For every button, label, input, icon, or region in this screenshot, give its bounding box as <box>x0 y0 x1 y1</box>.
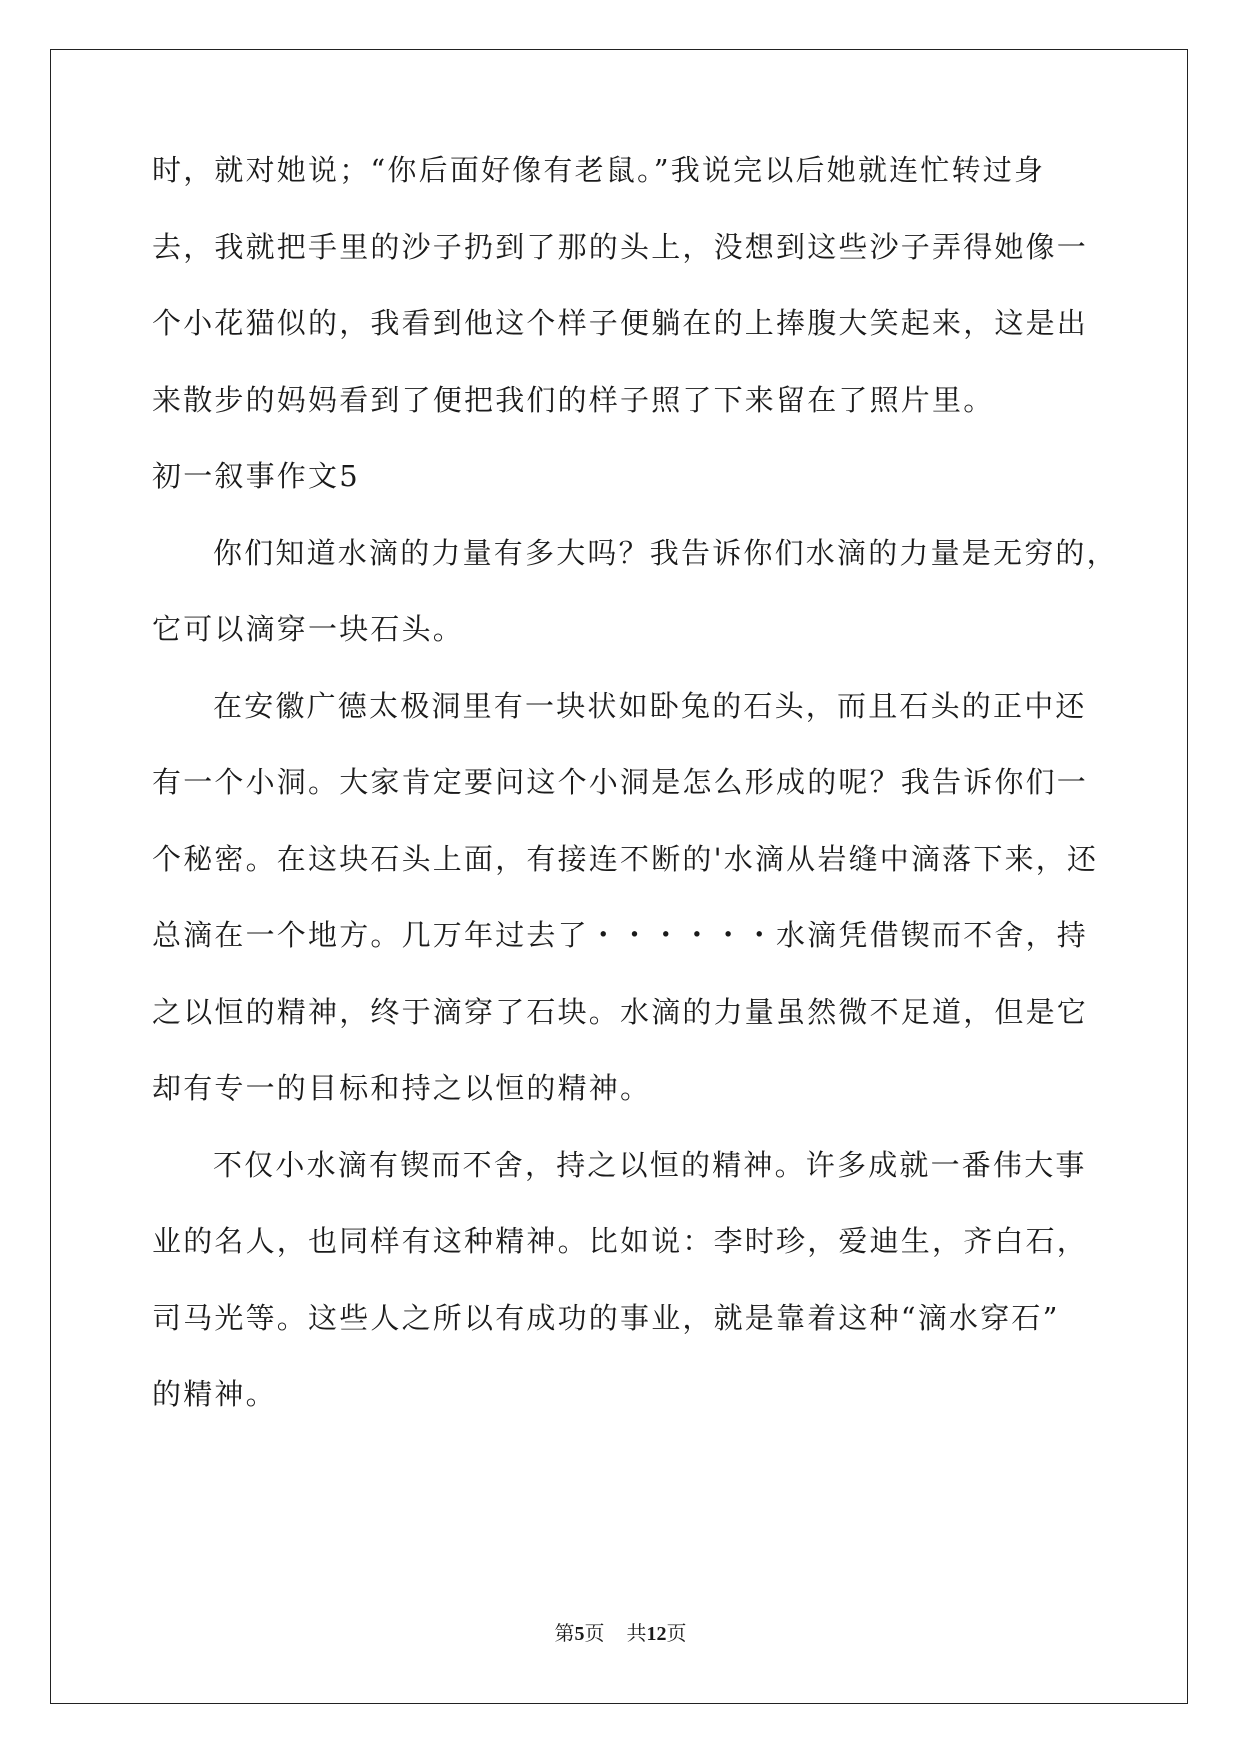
body-line: 它可以滴穿一块石头。 <box>152 612 465 646</box>
page-footer <box>0 1619 1241 1648</box>
body-line: 司马光等。这些人之所以有成功的事业，就是靠着这种“滴水穿石” <box>152 1301 1060 1335</box>
page-total: 12 <box>646 1623 667 1645</box>
body-line: 的精神。 <box>152 1377 277 1411</box>
body-line: 却有专一的目标和持之以恒的精神。 <box>152 1071 652 1105</box>
body-line: 有一个小洞。大家肯定要问这个小洞是怎么形成的呢？我告诉你们一 <box>152 765 1089 799</box>
section-heading: 初一叙事作文5 <box>152 459 360 493</box>
body-line: 你们知道水滴的力量有多大吗？我告诉你们水滴的力量是无穷的， <box>213 536 1118 570</box>
body-line: 不仅小水滴有锲而不舍，持之以恒的精神。许多成就一番伟大事 <box>213 1148 1087 1182</box>
body-line: 总滴在一个地方。几万年过去了・・・・・・水滴凭借锲而不舍，持 <box>152 918 1089 952</box>
body-line: 业的名人，也同样有这种精神。比如说：李时珍，爱迪生，齐白石， <box>152 1224 1089 1258</box>
body-line: 之以恒的精神，终于滴穿了石块。水滴的力量虽然微不足道，但是它 <box>152 995 1089 1029</box>
body-line: 时，就对她说；“你后面好像有老鼠。”我说完以后她就连忙转过身 <box>152 153 1046 187</box>
page-current: 5 <box>574 1623 585 1645</box>
body-line: 去，我就把手里的沙子扔到了那的头上，没想到这些沙子弄得她像一 <box>152 230 1089 264</box>
total-prefix: 共 <box>626 1621 647 1645</box>
body-line: 来散步的妈妈看到了便把我们的样子照了下来留在了照片里。 <box>152 383 995 417</box>
body-line: 在安徽广德太极洞里有一块状如卧兔的石头，而且石头的正中还 <box>213 689 1087 723</box>
body-line: 个小花猫似的，我看到他这个样子便躺在的上捧腹大笑起来，这是出 <box>152 306 1089 340</box>
page-prefix: 第 <box>554 1621 575 1645</box>
body-line: 个秘密。在这块石头上面，有接连不断的'水滴从岩缝中滴落下来，还 <box>152 842 1099 876</box>
total-suffix: 页 <box>666 1621 687 1645</box>
page-suffix: 页 <box>584 1621 605 1645</box>
